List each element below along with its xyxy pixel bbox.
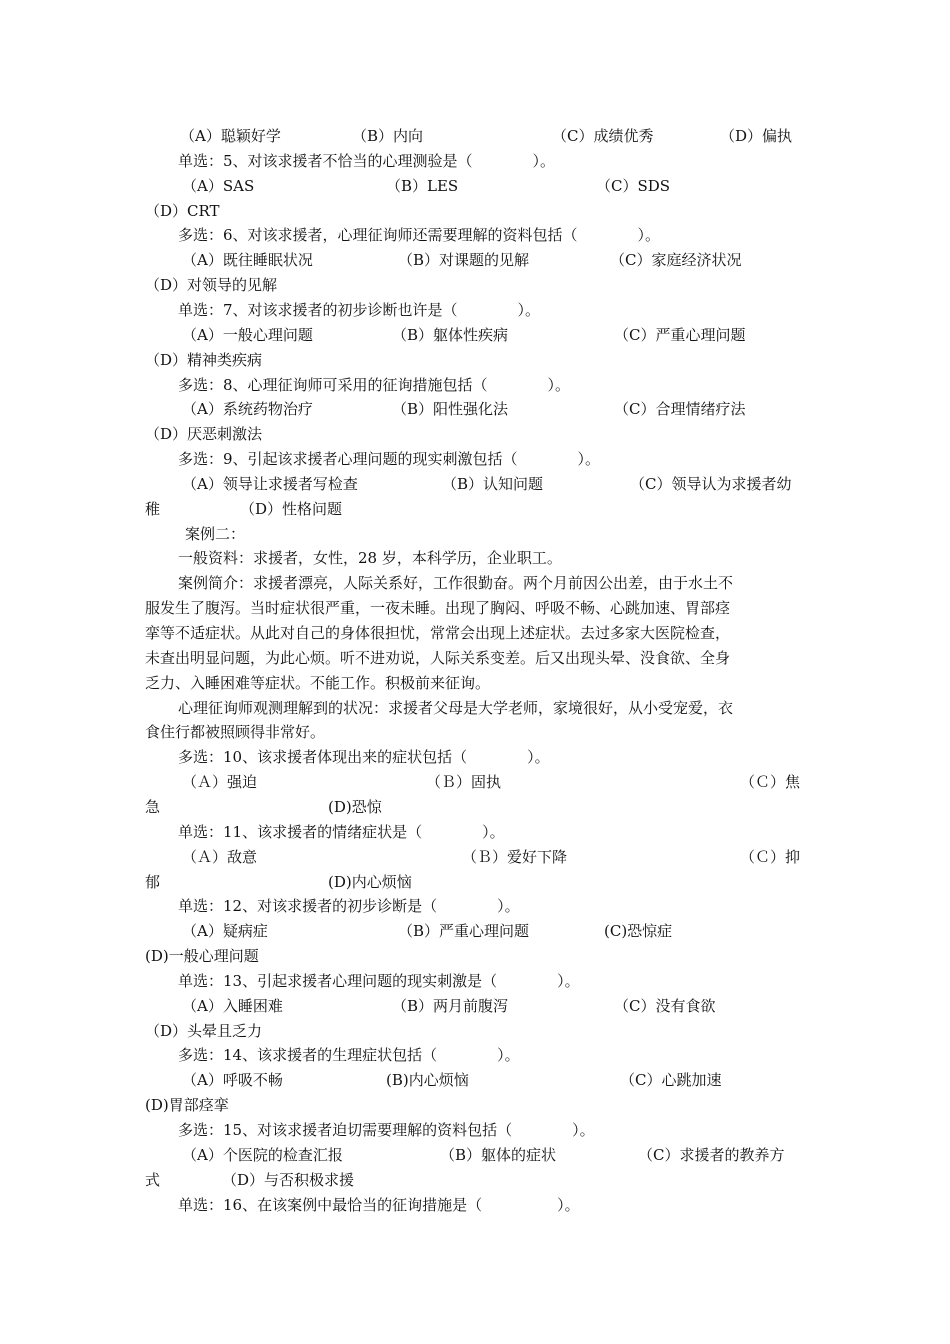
- text-line: 心理征询师观测理解到的状况：求援者父母是大学老师，家境很好，从小受宠爱，衣: [178, 699, 734, 717]
- text-line: 单选：5、对该求援者不恰当的心理测验是（ ）。: [178, 152, 556, 170]
- text-line: (D)一般心理问题: [145, 947, 259, 965]
- text-line: （A）个医院的检查汇报: [182, 1146, 343, 1164]
- text-segment: （C）合理情绪疗法: [614, 400, 746, 418]
- text-segment: (D)恐惊: [328, 798, 382, 816]
- text-line: 一般资料：求援者，女性，28 岁，本科学历，企业职工。: [178, 549, 562, 567]
- text-line: 乏力、入睡困难等症状。不能工作。积极前来征询。: [145, 674, 491, 692]
- text-segment: （C）严重心理问题: [614, 326, 746, 344]
- text-line: 单选：12、对该求援者的初步诊断是（ ）。: [178, 897, 520, 915]
- text-line: 单选：16、在该案例中最恰当的征询措施是（ ）。: [178, 1196, 580, 1214]
- text-line: （A）系统药物治疗: [182, 400, 313, 418]
- text-line: （D）头晕且乏力: [145, 1022, 263, 1040]
- text-segment: （B）内向: [352, 127, 424, 145]
- text-segment: （C）SDS: [596, 177, 671, 195]
- text-line: （A）呼吸不畅: [182, 1071, 283, 1089]
- text-line: （A）聪颖好学: [180, 127, 281, 145]
- text-line: 多选：14、该求援者的生理症状包括（ ）。: [178, 1046, 520, 1064]
- text-line: （D）CRT: [145, 202, 220, 220]
- text-line: 式: [145, 1171, 161, 1189]
- text-segment: （B）躯体性疾病: [392, 326, 509, 344]
- text-segment: （B）认知问题: [442, 475, 544, 493]
- text-line: 挛等不适症状。从此对自己的身体很担忧，常常会出现上述症状。去过多家大医院检查，: [145, 624, 731, 642]
- text-line: 郁: [145, 873, 161, 891]
- text-line: 案例二：: [185, 525, 246, 543]
- text-segment: (D)内心烦恼: [328, 873, 412, 891]
- text-segment: （C）领导认为求援者幼: [630, 475, 792, 493]
- text-segment: （B）LES: [386, 177, 459, 195]
- text-line: 未查出明显问题，为此心烦。听不进劝说，人际关系变差。后又出现头晕、没食欲、全身: [145, 649, 731, 667]
- text-segment: （D）偏执: [720, 127, 793, 145]
- text-line: 单选：13、引起求援者心理问题的现实刺激是（ ）。: [178, 972, 580, 990]
- text-line: 案例简介：求援者漂亮，人际关系好，工作很勤奋。两个月前因公出差，由于水土不: [178, 574, 734, 592]
- text-segment: （Ｃ）抑: [740, 848, 801, 866]
- text-segment: （B）躯体的症状: [440, 1146, 557, 1164]
- text-line: （D）对领导的见解: [145, 276, 278, 294]
- text-segment: （C）没有食欲: [614, 997, 716, 1015]
- text-segment: （C）求援者的教养方: [638, 1146, 785, 1164]
- text-line: （Ａ）强迫: [182, 773, 258, 791]
- text-segment: （C）心跳加速: [620, 1071, 722, 1089]
- text-segment: （B）阳性强化法: [392, 400, 509, 418]
- text-segment: （C）家庭经济状况: [610, 251, 742, 269]
- text-line: （A）领导让求援者写检查: [182, 475, 358, 493]
- text-line: 单选：11、该求援者的情绪症状是（ ）。: [178, 823, 505, 841]
- text-line: （A）既往睡眠状况: [182, 251, 313, 269]
- text-segment: (B)内心烦恼: [386, 1071, 469, 1089]
- text-line: （A）一般心理问题: [182, 326, 313, 344]
- text-line: 稚: [145, 500, 161, 518]
- text-segment: （B）两月前腹泻: [392, 997, 509, 1015]
- text-segment: （B）严重心理问题: [398, 922, 530, 940]
- text-line: 多选：10、该求援者体现出来的症状包括（ ）。: [178, 748, 550, 766]
- text-line: （D）厌恶刺激法: [145, 425, 263, 443]
- text-segment: （Ｃ）焦: [740, 773, 801, 791]
- text-line: （A）疑病症: [182, 922, 268, 940]
- text-segment: （B）对课题的见解: [398, 251, 530, 269]
- text-line: 急: [145, 798, 161, 816]
- text-line: 多选：15、对该求援者迫切需要理解的资料包括（ ）。: [178, 1121, 595, 1139]
- text-line: （A）SAS: [182, 177, 255, 195]
- text-line: 多选：8、心理征询师可采用的征询措施包括（ ）。: [178, 376, 571, 394]
- text-segment: （D）与否积极求援: [222, 1171, 355, 1189]
- text-segment: （Ｂ）爱好下降: [462, 848, 568, 866]
- text-line: (D)胃部痉挛: [145, 1096, 229, 1114]
- text-segment: (C)恐惊症: [604, 922, 673, 940]
- text-segment: （C）成绩优秀: [552, 127, 654, 145]
- text-line: 多选：6、对该求援者，心理征询师还需要理解的资料包括（ ）。: [178, 226, 661, 244]
- text-line: （Ａ）敌意: [182, 848, 258, 866]
- text-line: 食住行都被照顾得非常好。: [145, 723, 326, 741]
- text-line: （D）精神类疾病: [145, 351, 263, 369]
- text-line: 多选：9、引起该求援者心理问题的现实刺激包括（ ）。: [178, 450, 601, 468]
- text-line: （A）入睡困难: [182, 997, 283, 1015]
- text-segment: （Ｂ）固执: [426, 773, 502, 791]
- text-line: 服发生了腹泻。当时症状很严重，一夜未睡。出现了胸闷、呼吸不畅、心跳加速、胃部痉: [145, 599, 731, 617]
- text-line: 单选：7、对该求援者的初步诊断也许是（ ）。: [178, 301, 541, 319]
- text-segment: （D）性格问题: [240, 500, 343, 518]
